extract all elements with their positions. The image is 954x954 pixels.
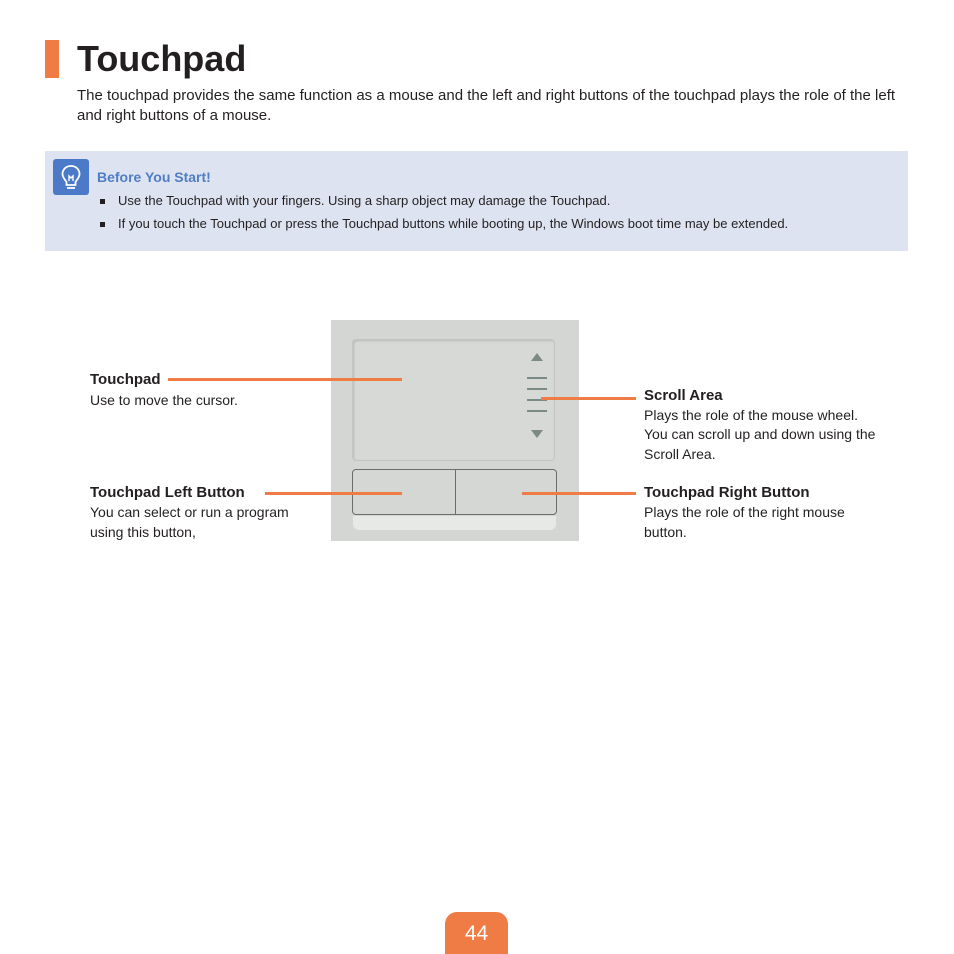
touchpad-lip: [353, 516, 556, 530]
page-number: 44: [464, 922, 489, 945]
right-button-callout-description: button.: [644, 524, 687, 540]
scroll-area-callout-description: You can scroll up and down using the: [644, 426, 876, 442]
scroll-up-arrow-icon: [531, 353, 543, 361]
lightbulb-icon: [53, 159, 89, 195]
scroll-area-callout-title: Scroll Area: [644, 387, 723, 404]
scroll-line-icon: [527, 388, 547, 390]
left-button-leader-line: [265, 492, 402, 495]
note-item: [97, 216, 788, 232]
scroll-down-arrow-icon: [531, 430, 543, 438]
left-button-callout-description: using this button,: [90, 524, 196, 540]
scroll-line-icon: [527, 410, 547, 412]
scroll-area-leader-line: [541, 397, 636, 400]
scroll-area-callout-description: Plays the role of the mouse wheel.: [644, 407, 859, 423]
note-heading: Before You Start!: [97, 169, 211, 185]
left-button-callout-description: You can select or run a program: [90, 504, 289, 520]
right-button-leader-line: [522, 492, 636, 495]
scroll-line-icon: [527, 377, 547, 379]
scroll-area-callout-description: Scroll Area.: [644, 446, 716, 462]
note-list: [97, 193, 788, 239]
touchpad-callout-description: Use to move the cursor.: [90, 392, 238, 408]
left-button-callout-title: Touchpad Left Button: [90, 484, 245, 501]
note-item-text: Use the Touchpad with your fingers. Using a sharp object may damage the Touchpad.: [118, 193, 611, 208]
note-item: [97, 193, 788, 209]
before-you-start-note: [45, 151, 908, 251]
page-title: Touchpad: [77, 38, 247, 79]
right-button-callout-title: Touchpad Right Button: [644, 484, 810, 501]
touchpad-leader-line: [168, 378, 402, 381]
page-number-tab: [445, 912, 508, 954]
bullet-icon: [100, 199, 105, 204]
title-accent-bar: [45, 40, 59, 78]
touchpad-callout-title: Touchpad: [90, 371, 161, 388]
touchpad-illustration: [331, 320, 579, 541]
note-item-text: If you touch the Touchpad or press the Touchpad buttons while booting up, the Windows boot time may be extended.: [118, 216, 789, 231]
bullet-icon: [100, 222, 105, 227]
touchpad-surface: [352, 339, 555, 461]
right-button-callout-description: Plays the role of the right mouse: [644, 504, 845, 520]
intro-paragraph: The touchpad provides the same function as a mouse and the left and right buttons of the touchpad plays the role of the left and right buttons of a mouse.: [77, 87, 896, 124]
